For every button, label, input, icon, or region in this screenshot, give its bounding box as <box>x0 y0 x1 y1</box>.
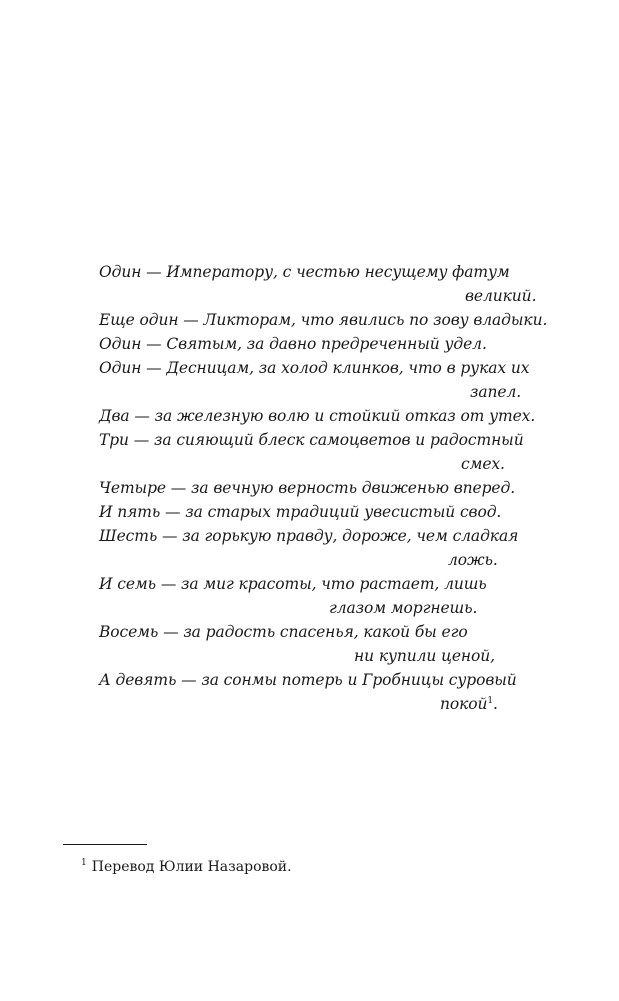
poem-line-9-continuation: ложь. <box>448 551 498 569</box>
poem-line-6: Три — за сияющий блеск самоцветов и радостный <box>99 431 524 449</box>
poem-line-3: Один — Святым, за давно предреченный удел. <box>99 335 487 353</box>
poem-line-4-continuation: запел. <box>470 383 522 401</box>
footnote-divider <box>63 844 147 845</box>
poem-line-12-continuation: покой$^1$. <box>440 695 498 713</box>
poem-line-1-continuation: великий. <box>465 287 537 305</box>
poem-line-12-continuation-text: покой <box>440 695 488 713</box>
footnote-marker: 1 <box>81 858 87 869</box>
poem-line-6-continuation: смех. <box>461 455 505 473</box>
poem-line-4: Один — Десницам, за холод клинков, что в руках их <box>99 359 530 377</box>
poem-line-11: Восемь — за радость спасенья, какой бы его <box>99 623 468 641</box>
poem-line-12: А девять — за сонмы потерь и Гробницы суровый <box>99 671 517 689</box>
footnote <box>81 858 292 876</box>
footnote-text: Перевод Юлии Назаровой. <box>91 859 292 875</box>
poem-line-1: Один — Императору, с честью несущему фатум <box>99 263 510 281</box>
poem-line-8: И пять — за старых традиций увесистый свод. <box>99 503 502 521</box>
poem-line-11-continuation: ни купили ценой, <box>354 647 495 665</box>
poem-line-2: Еще один — Ликторам, что явились по зову владыки. <box>99 311 548 329</box>
poem-line-5: Два — за железную волю и стойкий отказ от утех. <box>99 407 536 425</box>
poem-line-7: Четыре — за вечную верность движенью вперед. <box>99 479 516 497</box>
poem-line-10: И семь — за миг красоты, что растает, лишь <box>99 575 487 593</box>
poem-line-10-continuation: глазом моргнешь. <box>329 599 478 617</box>
poem-line-9: Шесть — за горькую правду, дороже, чем сладкая <box>99 527 519 545</box>
footnote-reference: 1 <box>487 695 494 706</box>
